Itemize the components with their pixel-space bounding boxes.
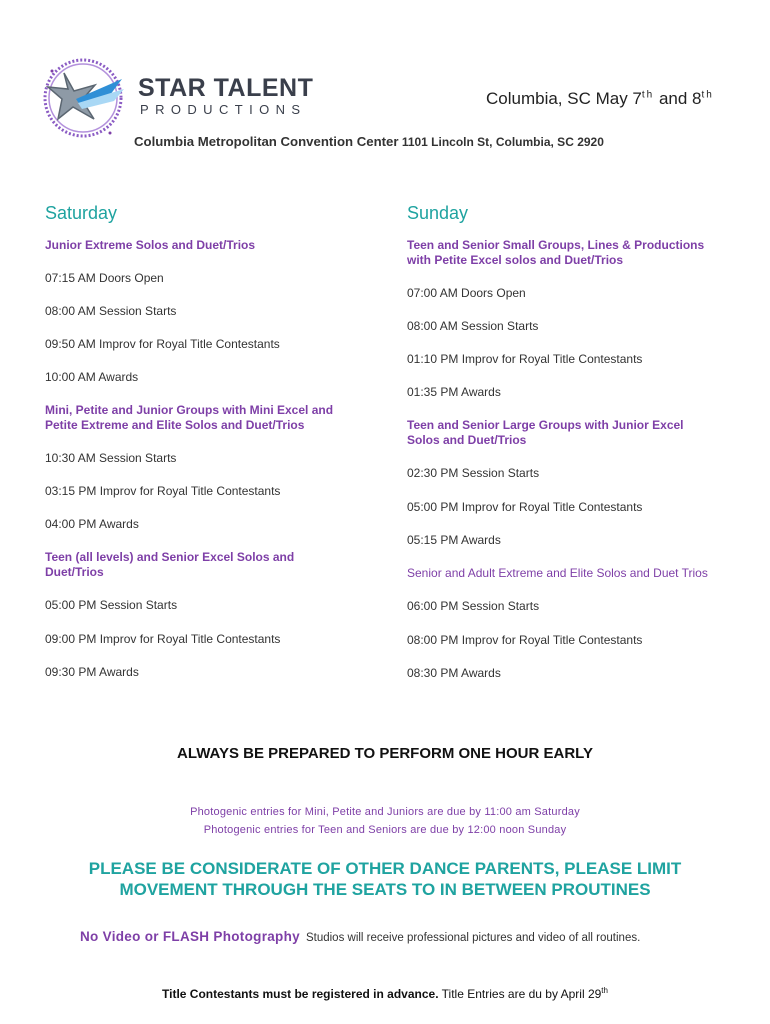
sat-group2-heading: Mini, Petite and Junior Groups with Mini Excel and bbox=[45, 403, 334, 417]
photogenic-note-2: Photogenic entries for Teen and Seniors are due by 12:00 noon Sunday bbox=[203, 824, 567, 836]
sun-g1-item: 07:00 AM Doors Open bbox=[407, 286, 526, 300]
venue-name: Columbia Metropolitan Convention Center bbox=[134, 134, 399, 149]
sat-group1-heading: Junior Extreme Solos and Duet/Trios bbox=[45, 238, 256, 252]
video-policy-bold: No Video or FLASH Photography bbox=[80, 929, 300, 944]
sat-group3-heading-2: Duet/Trios bbox=[45, 565, 104, 579]
considerate-line-2: MOVEMENT THROUGH THE SEATS TO IN BETWEEN PROUTINES bbox=[119, 880, 651, 899]
sun-group1-heading-2: with Petite Excel solos and Duet/Trios bbox=[407, 253, 624, 267]
sat-g1-item: 09:50 AM Improv for Royal Title Contestants bbox=[45, 337, 280, 351]
sun-g1-item: 08:00 AM Session Starts bbox=[407, 319, 539, 333]
title-note-sup: th bbox=[601, 986, 608, 995]
considerate-notice bbox=[0, 858, 770, 900]
venue-line bbox=[134, 134, 604, 149]
date-suffix: th bbox=[641, 89, 655, 101]
date-and: and 8 bbox=[654, 89, 702, 108]
sunday-column bbox=[407, 200, 747, 681]
considerate-line-1: PLEASE BE CONSIDERATE OF OTHER DANCE PARENTS, PLEASE LIMIT bbox=[88, 859, 682, 878]
sat-g3-item: 05:00 PM Session Starts bbox=[45, 598, 178, 612]
title-contestants-note bbox=[0, 986, 770, 1001]
sat-g1-item: 07:15 AM Doors Open bbox=[45, 271, 164, 285]
star-logo-icon bbox=[40, 55, 126, 141]
sun-group2-heading-2: Solos and Duet/Trios bbox=[407, 433, 527, 447]
event-date bbox=[486, 89, 714, 109]
sat-group3-heading: Teen (all levels) and Senior Excel Solos and bbox=[45, 550, 295, 564]
sat-g1-item: 08:00 AM Session Starts bbox=[45, 304, 177, 318]
saturday-column bbox=[45, 200, 385, 680]
title-note-text: Title Entries are du by April 29 bbox=[438, 987, 602, 1001]
sat-g2-item: 10:30 AM Session Starts bbox=[45, 451, 177, 465]
video-policy-text: Studios will receive professional pictures and video of all routines. bbox=[305, 932, 641, 944]
brand-subtitle: PRODUCTIONS bbox=[140, 102, 307, 117]
sun-g3-item: 08:30 PM Awards bbox=[407, 666, 501, 680]
sun-group3-heading: Senior and Adult Extreme and Elite Solos and Duet Trios bbox=[407, 566, 708, 580]
sat-g2-item: 04:00 PM Awards bbox=[45, 517, 139, 531]
sun-g1-item: 01:35 PM Awards bbox=[407, 385, 501, 399]
sat-g1-item: 10:00 AM Awards bbox=[45, 370, 139, 384]
sun-group2-heading: Teen and Senior Large Groups with Junior Excel bbox=[407, 418, 684, 432]
sun-g3-item: 06:00 PM Session Starts bbox=[407, 599, 540, 613]
sat-g3-item: 09:00 PM Improv for Royal Title Contestants bbox=[45, 632, 281, 646]
sun-g2-item: 05:15 PM Awards bbox=[407, 533, 501, 547]
photogenic-notes bbox=[0, 803, 770, 839]
prepared-notice: ALWAYS BE PREPARED TO PERFORM ONE HOUR EARLY bbox=[177, 745, 593, 762]
saturday-title: Saturday bbox=[45, 203, 118, 223]
sun-g2-item: 05:00 PM Improv for Royal Title Contestants bbox=[407, 500, 643, 514]
photogenic-note-1: Photogenic entries for Mini, Petite and Juniors are due by 11:00 am Saturday bbox=[190, 806, 580, 818]
sun-g2-item: 02:30 PM Session Starts bbox=[407, 466, 540, 480]
sat-g3-item: 09:30 PM Awards bbox=[45, 665, 139, 679]
sun-g3-item: 08:00 PM Improv for Royal Title Contestants bbox=[407, 633, 643, 647]
venue-address: 1101 Lincoln St, Columbia, SC 2920 bbox=[398, 135, 604, 149]
sat-group2-heading-2: Petite Extreme and Elite Solos and Duet/Trios bbox=[45, 418, 305, 432]
sat-g2-item: 03:15 PM Improv for Royal Title Contestants bbox=[45, 484, 281, 498]
city-text: Columbia, SC May 7 bbox=[486, 89, 642, 108]
brand-title: STAR TALENT bbox=[138, 74, 314, 102]
sunday-title: Sunday bbox=[407, 203, 469, 223]
title-note-bold: Title Contestants must be registered in advance. bbox=[162, 987, 439, 1001]
date-suffix-2: th bbox=[701, 89, 714, 101]
sun-group1-heading: Teen and Senior Small Groups, Lines & Productions bbox=[407, 238, 705, 252]
video-policy bbox=[80, 929, 640, 944]
sun-g1-item: 01:10 PM Improv for Royal Title Contestants bbox=[407, 352, 643, 366]
